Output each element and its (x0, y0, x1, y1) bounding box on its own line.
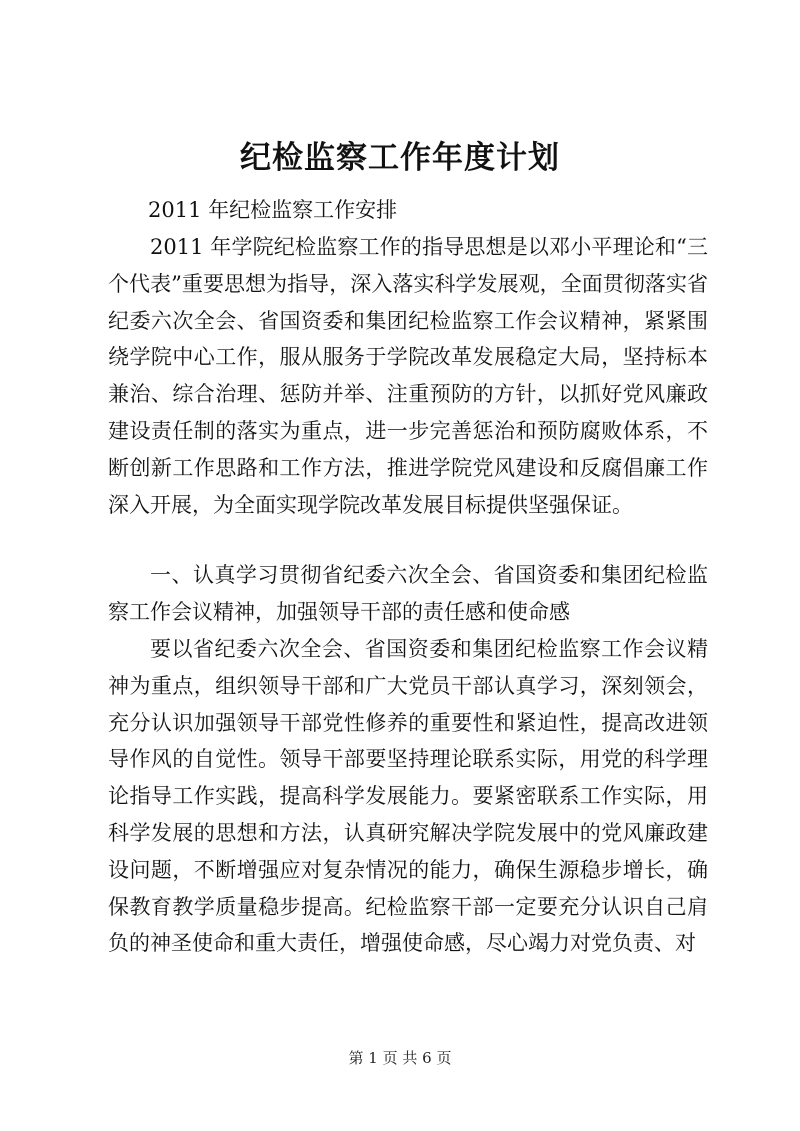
paragraph-study-requirements: 要以省纪委六次全会、省国资委和集团纪检监察工作会议精神为重点，组织领导干部和广大党员干部认真学习，深刻领会，充分认识加强领导干部党性修养的重要性和紧迫性，提高改进领导作风的自觉性。领导干部要坚持理论联系实际，用党的科学理论指导工作实践，提高科学发展能力。要紧密联系工作实际，用科学发展的思想和方法，认真研究解决学院发展中的党风廉政建设问题，不断增强应对复杂情况的能力，确保生源稳步增长，确保教育教学质量稳步提高。纪检监察干部一定要充分认识自己肩负的神圣使命和重大责任，增强使命感，尽心竭力对党负责、对 (108, 637, 708, 956)
page-footer: 第 1 页 共 6 页 (348, 1049, 452, 1067)
paragraph-guiding-principle: 2011 年学院纪检监察工作的指导思想是以邓小平理论和“三个代表”重要思想为指导，深入落实科学发展观，全面贯彻落实省纪委六次全会、省国资委和集团纪检监察工作会议精神，紧紧围绕学院中心工作，服从服务于学院改革发展稳定大局，坚持标本兼治、综合治理、惩防并举、注重预防的方针，以抓好党风廉政建设责任制的落实为重点，进一步完善惩治和预防腐败体系，不断创新工作思路和工作方法，推进学院党风建设和反腐倡廉工作深入开展，为全面实现学院改革发展目标提供坚强保证。 (108, 235, 708, 517)
page-title: 纪检监察工作年度计划 (240, 140, 560, 176)
section-heading-1: 一、认真学习贯彻省纪委六次全会、省国资委和集团纪检监察工作会议精神，加强领导干部的责任感和使命感 (108, 563, 708, 624)
subtitle: 2011 年纪检监察工作安排 (148, 198, 398, 222)
